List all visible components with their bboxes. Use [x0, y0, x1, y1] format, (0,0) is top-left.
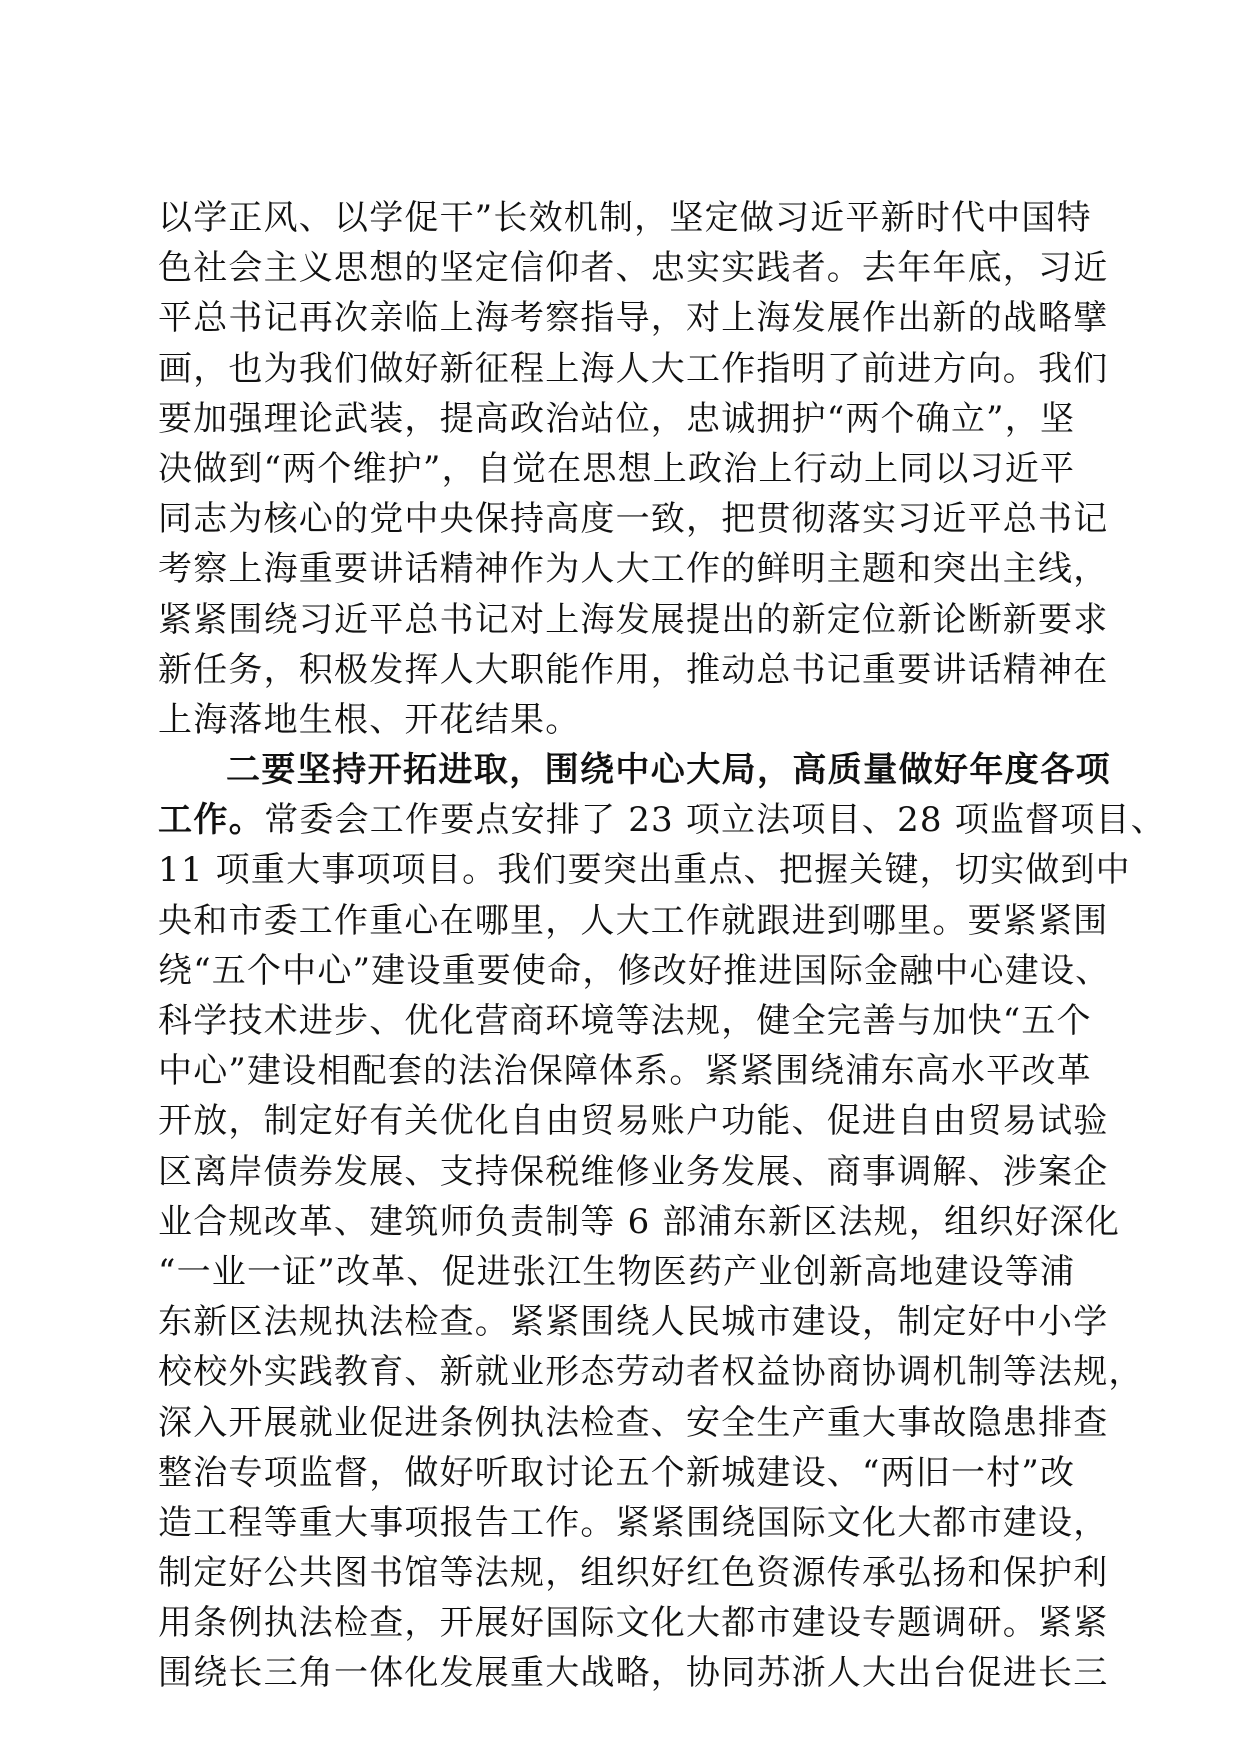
document-page	[158, 193, 1166, 1699]
text-line: 东新区法规执法检查。紧紧围绕人民城市建设，制定好中小学	[158, 1302, 1109, 1343]
section-heading: 二要坚持开拓进取，围绕中心大局，高质量做好年度各项	[226, 750, 1111, 791]
text-line: 整治专项监督，做好听取讨论五个新城建设、“两旧一村”改	[158, 1452, 1076, 1493]
text-line: 科学技术进步、优化营商环境等法规，健全完善与加快“五个	[158, 1001, 1092, 1041]
text-line: 中心”建设相配套的法治保障体系。紧紧围绕浦东高水平改革	[158, 1051, 1092, 1092]
text-line: 业合规改革、建筑师负责制等 6 部浦东新区法规，组织好深化	[158, 1201, 1121, 1242]
text-run: 常委会工作要点安排了 23 项立法项目、28 项监督项目、	[264, 800, 1166, 841]
text-line: 用条例执法检查，开展好国际文化大都市建设专题调研。紧紧	[158, 1603, 1109, 1644]
text-line: 开放，制定好有关优化自由贸易账户功能、促进自由贸易试验	[158, 1101, 1109, 1142]
text-line: 同志为核心的党中央保持高度一致，把贯彻落实习近平总书记	[158, 499, 1109, 540]
text-line: 造工程等重大事项报告工作。紧紧围绕国际文化大都市建设，	[158, 1502, 1109, 1543]
text-line: 新任务，积极发挥人大职能作用，推动总书记重要讲话精神在	[158, 649, 1109, 690]
text-line: 央和市委工作重心在哪里，人大工作就跟进到哪里。要紧紧围	[158, 900, 1109, 941]
text-line: 制定好公共图书馆等法规，组织好红色资源传承弘扬和保护利	[158, 1553, 1109, 1594]
text-line: 要加强理论武装，提高政治站位，忠诚拥护“两个确立”，坚	[158, 398, 1076, 439]
text-line: 绕“五个中心”建设重要使命，修改好推进国际金融中心建设、	[158, 950, 1111, 991]
text-line: 围绕长三角一体化发展重大战略，协同苏浙人大出台促进长三	[158, 1653, 1109, 1694]
text-line: 色社会主义思想的坚定信仰者、忠实实践者。去年年底，习近	[158, 248, 1109, 289]
section-heading-end: 工作。	[158, 800, 265, 841]
text-line: 考察上海重要讲话精神作为人大工作的鲜明主题和突出主线，	[158, 549, 1109, 590]
text-line: 上海落地生根、开花结果。	[158, 699, 581, 740]
text-line: 决做到“两个维护”，自觉在思想上政治上行动上同以习近平	[158, 448, 1076, 489]
paragraph-2	[158, 745, 1166, 1699]
text-line: “一业一证”改革、促进张江生物医药产业创新高地建设等浦	[158, 1251, 1076, 1292]
text-line: 深入开展就业促进条例执法检查、安全生产重大事故隐患排查	[158, 1402, 1109, 1443]
text-line: 平总书记再次亲临上海考察指导，对上海发展作出新的战略擘	[158, 298, 1109, 339]
text-line: 区离岸债券发展、支持保税维修业务发展、商事调解、涉案企	[158, 1151, 1109, 1192]
text-line	[158, 795, 1166, 845]
text-line: 画，也为我们做好新征程上海人大工作指明了前进方向。我们	[158, 348, 1109, 389]
text-line: 以学正风、以学促干”长效机制，坚定做习近平新时代中国特	[158, 198, 1092, 238]
text-line: 紧紧围绕习近平总书记对上海发展提出的新定位新论断新要求	[158, 599, 1109, 640]
text-line: 校校外实践教育、新就业形态劳动者权益协商协调机制等法规，	[158, 1352, 1144, 1393]
paragraph-1	[158, 193, 1109, 745]
text-line: 11 项重大事项项目。我们要突出重点、把握关键，切实做到中	[158, 850, 1131, 891]
